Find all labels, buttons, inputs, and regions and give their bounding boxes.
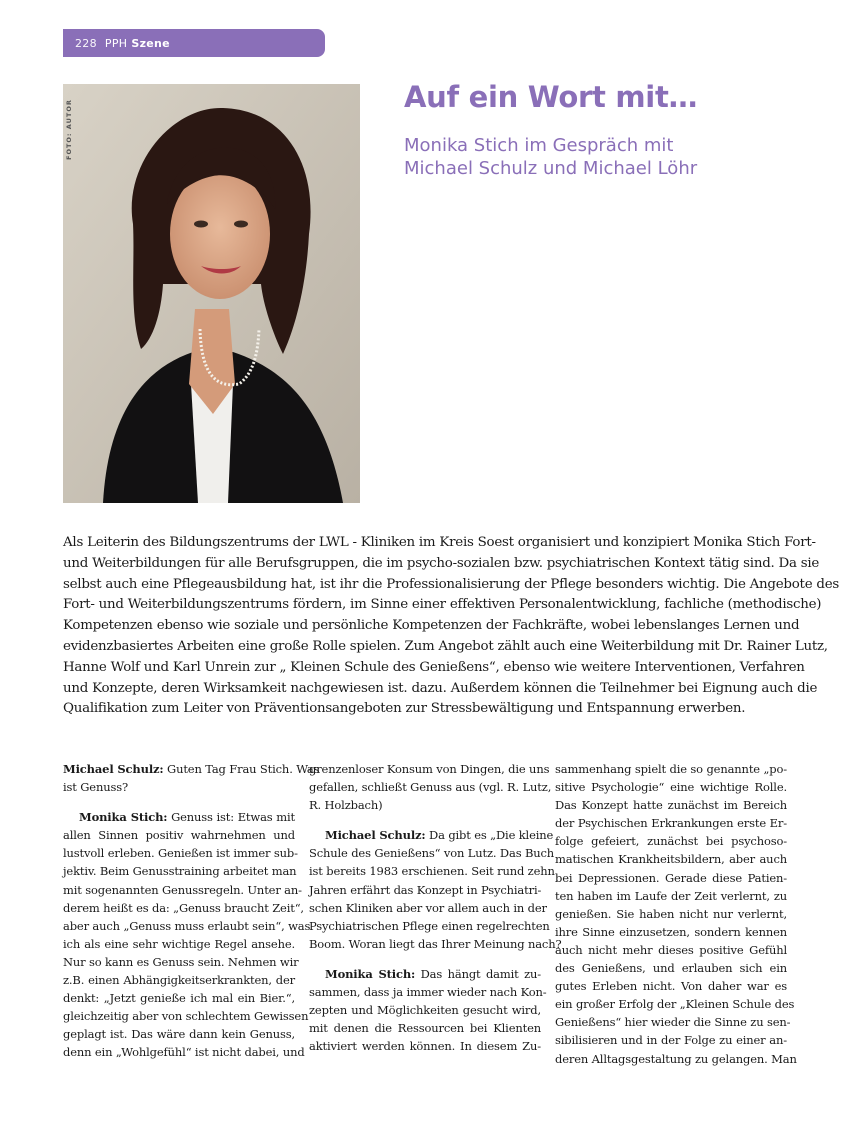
text-line: ist Genuss?	[63, 780, 128, 795]
article-subtitle	[404, 134, 804, 180]
question-line: Michael Schulz: Da gibt es „Die kleine	[325, 828, 554, 843]
page-header-bar	[63, 29, 325, 57]
speaker-name: Monika Stich:	[325, 966, 416, 981]
text-line: ist bereits 1983 erschienen. Seit rund zehn	[309, 864, 555, 879]
intro-line: Fort- und Weiterbildungszentrums fördern, im Sinne einer effektiven Personalentwicklung, fachliche (methodische)	[63, 597, 822, 613]
speaker-name: Michael Schulz:	[325, 828, 426, 843]
intro-line: Als Leiterin des Bildungszentrums der LWL - Kliniken im Kreis Soest organisiert und konzipiert Monika Stich Fort-	[63, 535, 816, 550]
intro-paragraph	[63, 533, 839, 720]
text-line: des Genießens, und erlauben sich ein	[555, 961, 787, 976]
intro-line: selbst auch eine Pflegeausbildung hat, ist ihr die Professionalisierung der Pflege besonders wichtig. Die Angebote des	[63, 576, 839, 592]
intro-line: Qualifikation zum Leiter von Präventionsangeboten zur Stressbewältigung und Entspannung erwerben.	[63, 701, 746, 717]
text-line: mit denen die Ressourcen bei Klienten	[309, 1021, 541, 1036]
intro-line: und Weiterbildungen für alle Berufsgruppen, die im psycho-sozialen bzw. psychiatrischen Kontext tätig sind. Da sie	[63, 555, 820, 571]
answer-line: Monika Stich: Genuss ist: Etwas mit	[79, 810, 296, 825]
text-line: Genießens“ hier wieder die Sinne zu sen-	[555, 1015, 791, 1030]
section-name: Szene	[131, 36, 170, 50]
text-line: sammen, dass ja immer wieder nach Kon-	[309, 985, 547, 1000]
text-line: auch nicht mehr dieses positive Gefühl	[555, 942, 787, 957]
text-line: sammenhang spielt die so genannte „po-	[555, 762, 787, 776]
text-line: R. Holzbach)	[309, 798, 383, 813]
text-line: sibilisieren und in der Folge zu einer an-	[555, 1033, 787, 1048]
text-line: gefallen, schließt Genuss aus (vgl. R. Lutz,	[309, 780, 552, 795]
intro-line: Kompetenzen ebenso wie soziale und persönliche Kompetenzen der Fachkräfte, wobei lebenslanges Lernen und	[63, 618, 800, 634]
text-line: matischen Krankheitsbildern, aber auch	[555, 852, 787, 867]
text-line: gutes Erleben nicht. Von daher war es	[555, 979, 787, 994]
intro-line: Hanne Wolf und Karl Unrein zur „ Kleinen Schule des Genießens“, ebenso wie weitere Interventionen, Verfahren	[63, 659, 805, 675]
answer-line: Monika Stich: Das hängt damit zu-	[325, 966, 541, 981]
text-line: mit sogenannten Genussregeln. Unter an-	[63, 882, 302, 897]
text-line: schen Kliniken aber vor allem auch in der	[309, 900, 547, 915]
text-line: ein großer Erfolg der „Kleinen Schule des	[555, 997, 795, 1012]
text-line: aktiviert werden können. In diesem Zu-	[309, 1039, 541, 1054]
text-line: zepten und Möglichkeiten gesucht wird,	[309, 1003, 541, 1018]
text-line: z.B. einen Abhängigkeitserkrankten, der	[63, 973, 295, 988]
text-line: denkt: „Jetzt genieße ich mal ein Bier.“,	[63, 991, 295, 1006]
text-line: Psychiatrischen Pflege einen regelrechten	[309, 918, 550, 933]
text-line: aber auch „Genuss muss erlaubt sein“, was	[63, 918, 311, 933]
text-column-1	[63, 760, 320, 1062]
text-line: sitive Psychologie“ eine wichtige Rolle.	[555, 780, 787, 795]
text-line: derem heißt es da: „Genuss braucht Zeit“,	[63, 900, 304, 915]
text-line: Nur so kann es Genuss sein. Nehmen wir	[63, 954, 299, 969]
page-number: 228	[75, 36, 97, 50]
text-line: bei Depressionen. Gerade diese Patien-	[555, 870, 787, 885]
photo-credit: FOTO: AUTOR	[65, 99, 73, 160]
text-line: denn ein „Wohlgefühl“ ist nicht dabei, und	[63, 1045, 305, 1060]
text-line: deren Alltagsgestaltung zu gelangen. Man	[555, 1051, 797, 1066]
article-title: Auf ein Wort mit…	[404, 80, 698, 114]
text-line: grenzenloser Konsum von Dingen, die uns	[309, 762, 550, 776]
speaker-name: Monika Stich:	[79, 810, 168, 825]
text-line: ten haben im Laufe der Zeit verlernt, zu	[555, 888, 787, 903]
text-line: Das Konzept hatte zunächst im Bereich	[555, 798, 787, 813]
text-line: Boom. Woran liegt das Ihrer Meinung nach?	[309, 936, 562, 951]
question-line: Michael Schulz: Guten Tag Frau Stich. Was	[63, 762, 320, 776]
text-column-2	[309, 760, 562, 1055]
subtitle-line: Monika Stich im Gespräch mit	[404, 135, 674, 156]
speaker-name: Michael Schulz:	[63, 762, 164, 776]
text-line: Jahren erfährt das Konzept in Psychiatri-	[309, 882, 542, 897]
text-line: Schule des Genießens“ von Lutz. Das Buch	[309, 846, 555, 861]
text-line: ihre Sinne einzusetzen, sondern kennen	[555, 924, 787, 939]
text-line: gleichzeitig aber von schlechtem Gewissen	[63, 1009, 309, 1024]
text-line: geplagt ist. Das wäre dann kein Genuss,	[63, 1027, 295, 1042]
intro-line: und Konzepte, deren Wirksamkeit nachgewiesen ist. dazu. Außerdem können die Teilnehmer bei Eignung auch die	[63, 680, 818, 696]
portrait-photo	[63, 84, 360, 503]
text-line: jektiv. Beim Genusstraining arbeitet man	[63, 864, 297, 879]
text-column-3	[555, 760, 797, 1068]
text-line: genießen. Sie haben nicht nur verlernt,	[555, 906, 787, 921]
text-line: der Psychischen Erkrankungen erste Er-	[555, 816, 787, 831]
magazine-name: PPH	[104, 36, 128, 50]
subtitle-line: Michael Schulz und Michael Löhr	[404, 158, 698, 179]
text-line: ich als eine sehr wichtige Regel ansehe.	[63, 936, 295, 951]
intro-line: evidenzbasiertes Arbeiten eine große Rolle spielen. Zum Angebot zählt auch eine Weiterbildung mit Dr. Rainer Lutz,	[63, 638, 828, 654]
text-line: folge gefeiert, zunächst bei psychoso-	[555, 834, 787, 849]
text-line: lustvoll erleben. Genießen ist immer sub-	[63, 846, 298, 861]
text-line: allen Sinnen positiv wahrnehmen und	[63, 828, 295, 843]
